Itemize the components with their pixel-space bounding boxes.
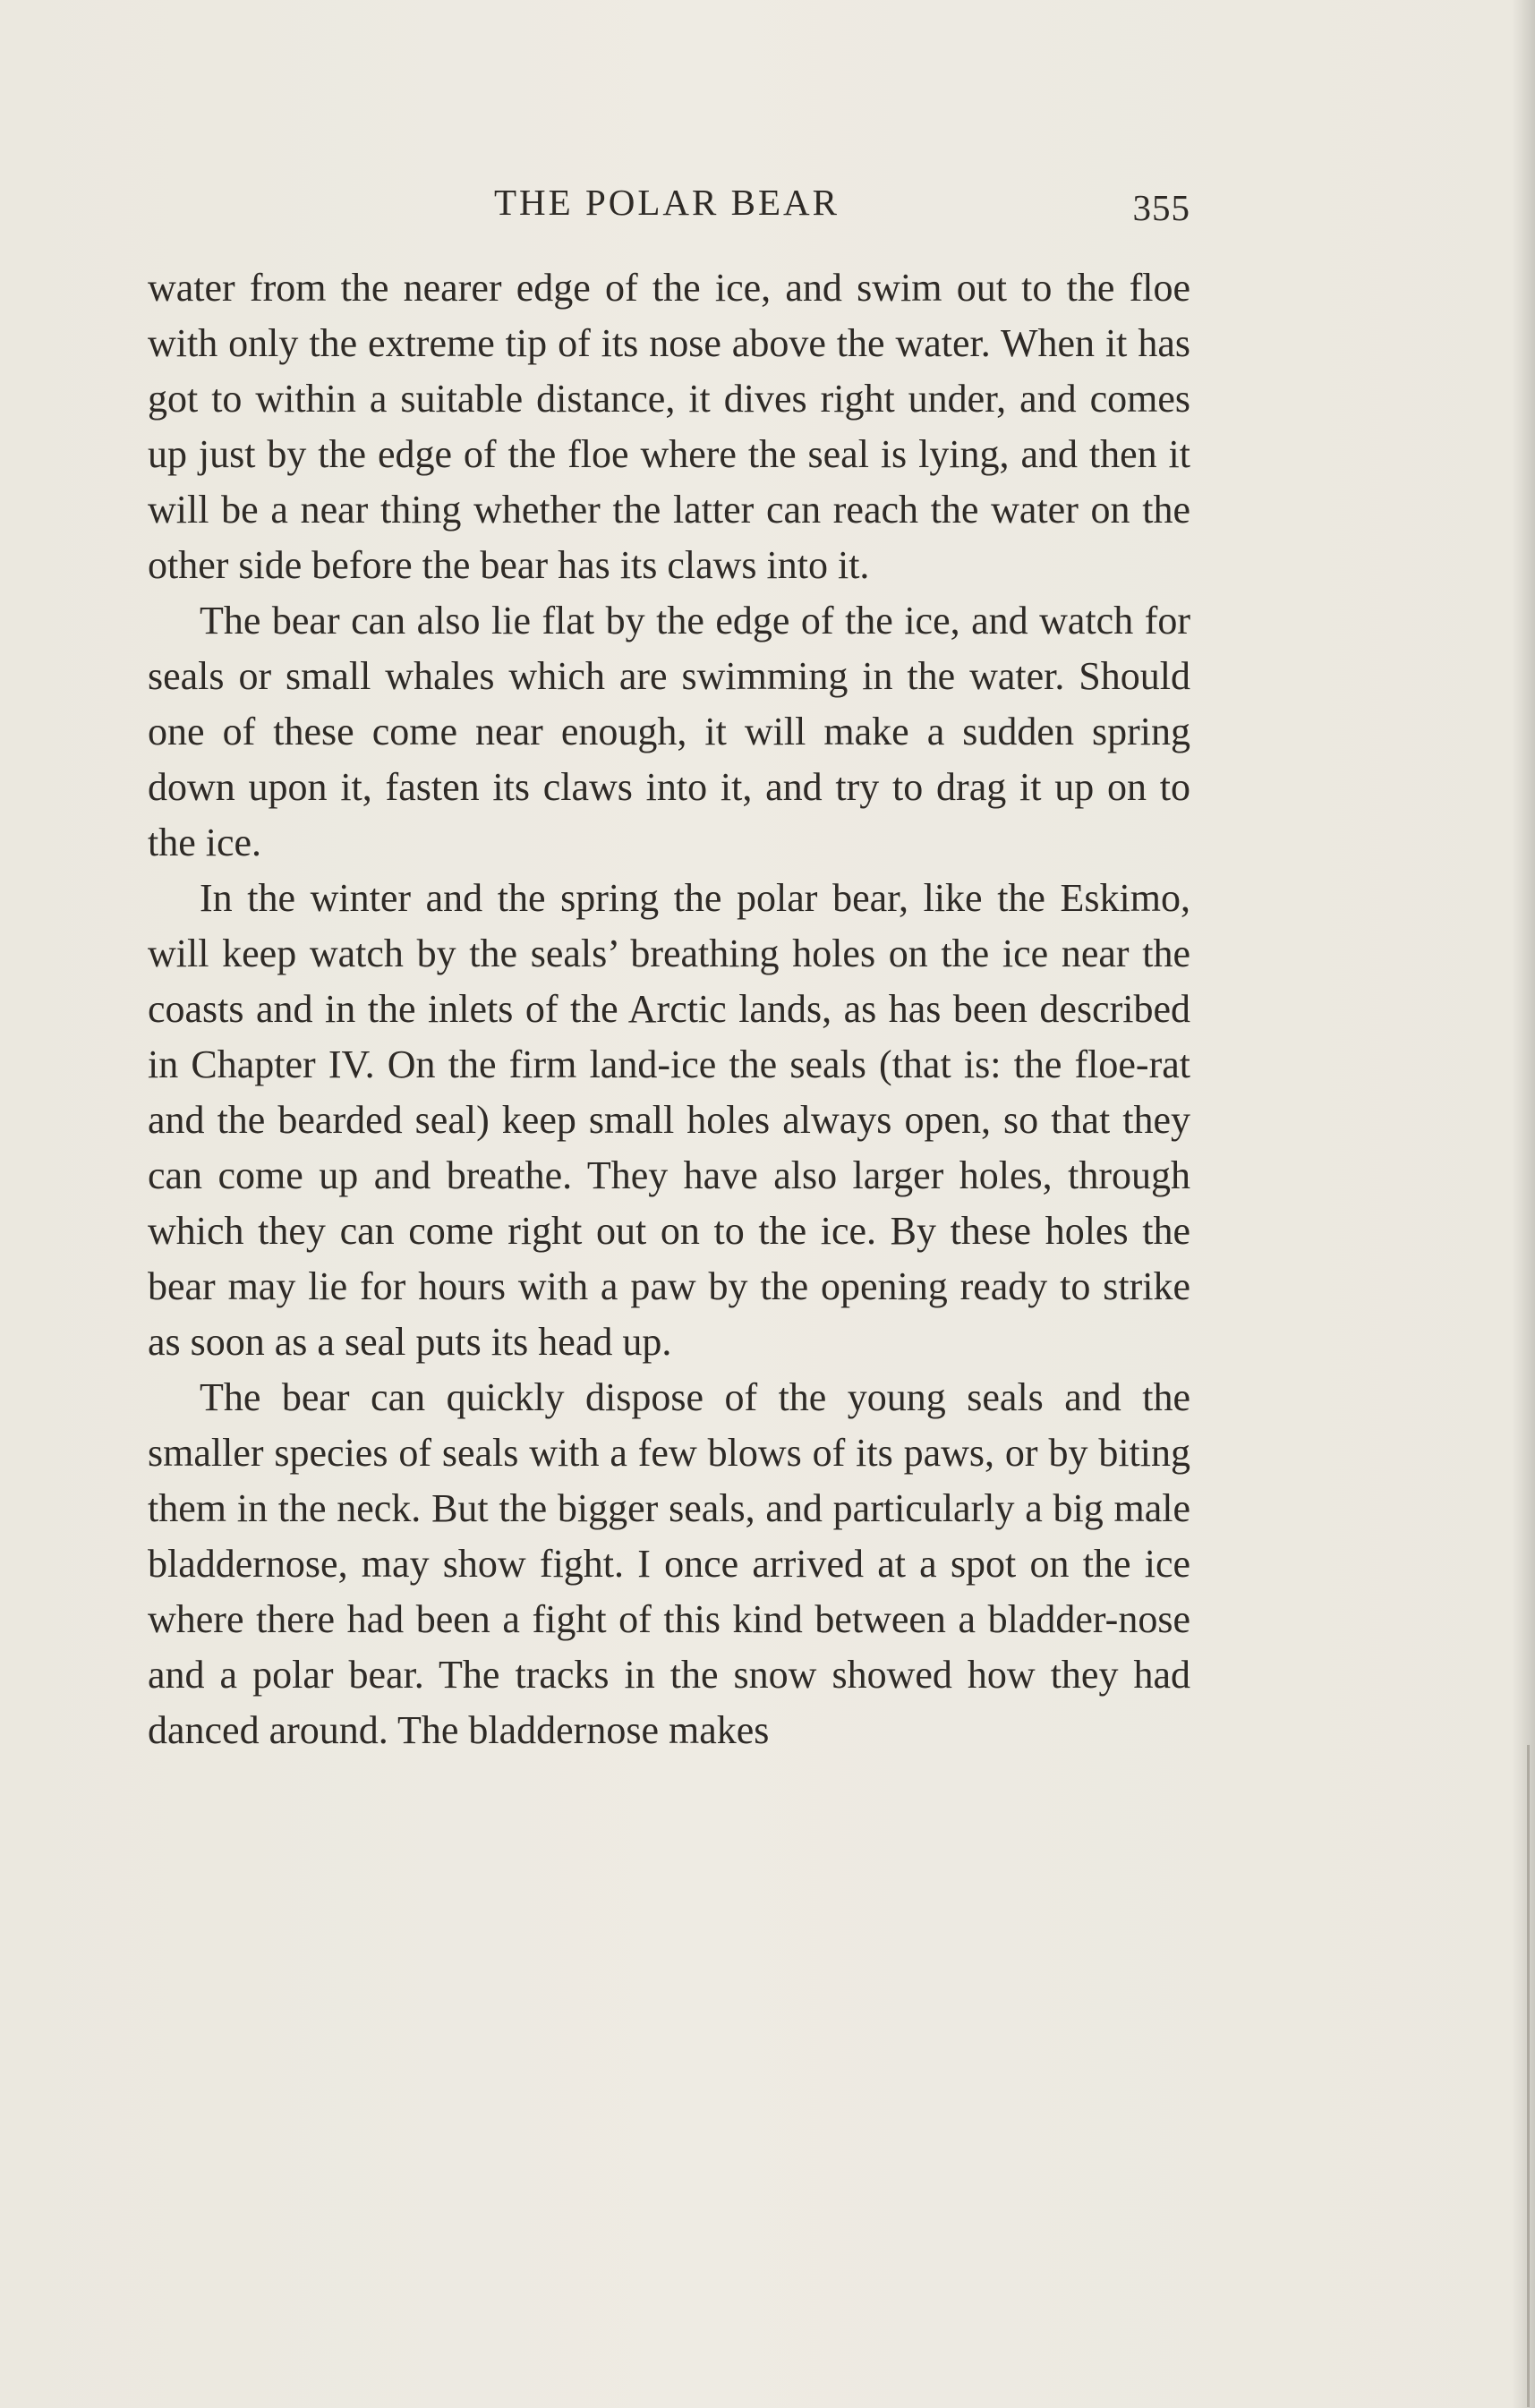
paragraph-1: water from the nearer edge of the ice, and swim out to the floe with only the extreme tip of its nose above the water. When it has got to within a suitable distance, it dives right under, and comes up just by the edge of the floe where the seal is lying, and then it will be a near thing whether the latter can reach the water on the other side before the bear has its claws into it.	[148, 266, 1190, 587]
paragraph-2: The bear can also lie flat by the edge of the ice, and watch for seals or small whales which are swimming in the water. Should one of these come near enough, it will make a sudden spring down upon it, fasten its claws into it, and try to drag it up on to the ice.	[148, 599, 1190, 864]
paragraph-3: In the winter and the spring the polar bear, like the Eskimo, will keep watch by the seals’ breathing holes on the ice near the coasts and in the inlets of the Arctic lands, as has been described in Chapter IV. On the firm land-ice the seals (that is: the floe-rat and the bearded seal) keep small holes always open, so that they can come up and breathe. They have also larger holes, through which they can come right out on to the ice. By these holes the bear may lie for hours with a paw by the opening ready to strike as soon as a seal puts its head up.	[148, 876, 1190, 1364]
page-number: 355	[1132, 187, 1190, 228]
body-text	[148, 260, 1190, 1758]
page-edge-shadow	[1512, 0, 1535, 2408]
running-title: THE POLAR BEAR	[494, 182, 840, 223]
paragraph-4: The bear can quickly dispose of the young seals and the smaller species of seals with a few blows of its paws, or by biting them in the neck. But the bigger seals, and particularly a big male bladdernose, may show fight. I once arrived at a spot on the ice where there had been a fight of this kind between a bladder-nose and a polar bear. The tracks in the snow showed how they had danced around. The bladdernose makes	[148, 1375, 1190, 1752]
running-head	[143, 175, 1190, 229]
